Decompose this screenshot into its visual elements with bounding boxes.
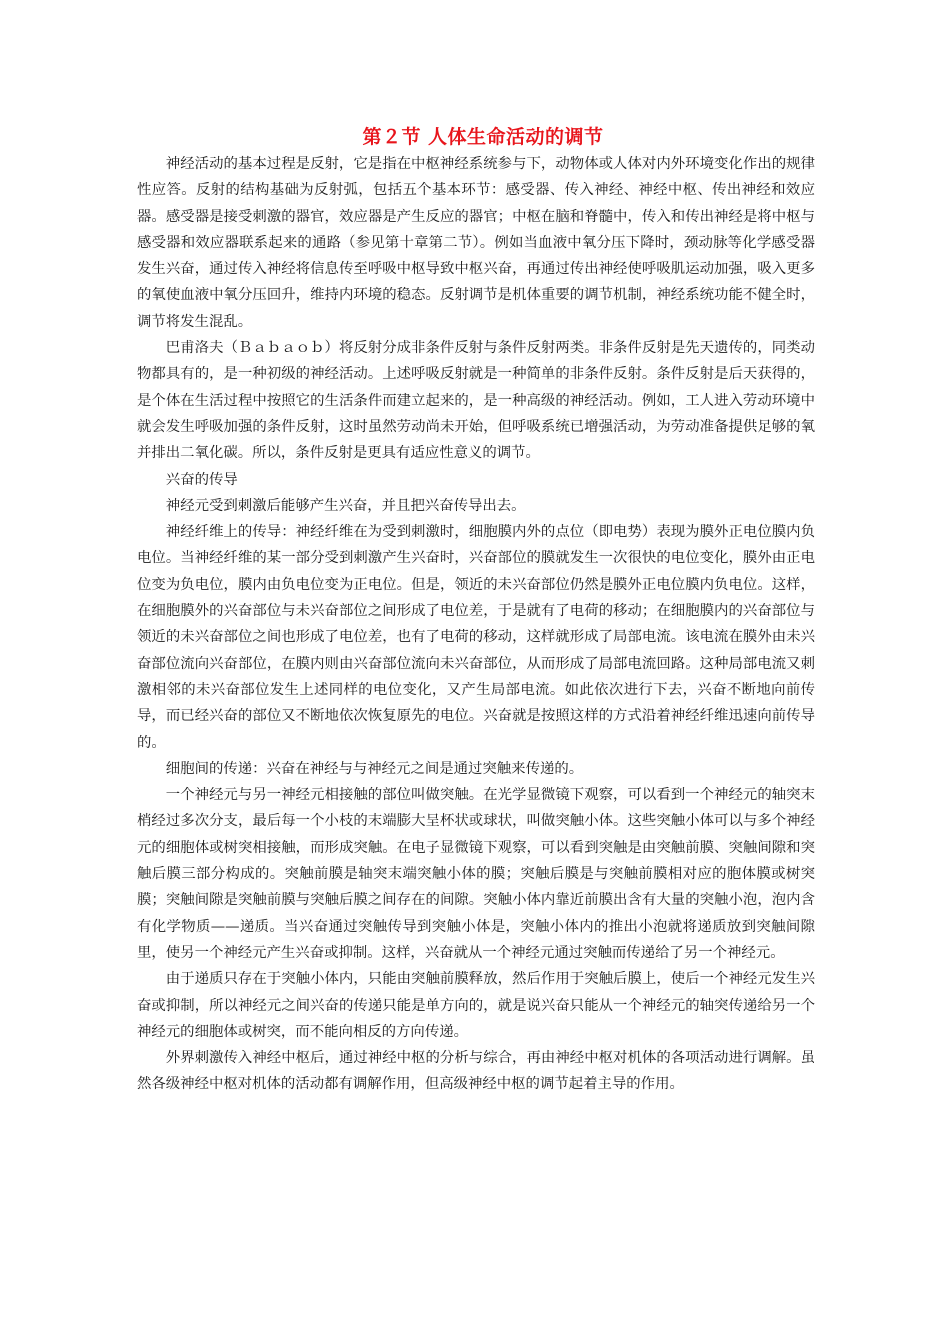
section-heading-excitation-conduction: 兴奋的传导 [165, 471, 238, 488]
document-body [137, 123, 815, 1098]
paragraph-conditioned-reflex: 巴甫洛夫（Ｂａｂａｏｂ）将反射分成非条件反射与条件反射两类。非条件反射是先天遗传的，同类动物都具有的，是一种初级的神经活动。上述呼吸反射就是一种简单的非条件反射。条件反射是后天获得的，是个体在生活过程中按照它的生活条件而建立起来的，是一种高级的神经活动。例如，工人进入劳动环境中就会发生呼吸加强的条件反射，这时虽然劳动尚未开始，但呼吸系统已增强活动，为劳动准备提供足够的氧并排出二氧化碳。所以，条件反射是更具有适应性意义的调节。 [137, 340, 815, 462]
paragraph-nerve-fiber-conduction: 神经纤维上的传导：神经纤维在为受到刺激时，细胞膜内外的点位（即电势）表现为膜外正电位膜内负电位。当神经纤维的某一部分受到刺激产生兴奋时，兴奋部位的膜就发生一次很快的电位变化，膜外由正电位变为负电位，膜内由负电位变为正电位。但是，领近的未兴奋部位仍然是膜外正电位膜内负电位。这样，在细胞膜外的兴奋部位与未兴奋部位之间形成了电位差，于是就有了电荷的移动；在细胞膜内的兴奋部位与领近的未兴奋部位之间也形成了电位差，也有了电荷的移动，这样就形成了局部电流。该电流在膜外由未兴奋部位流向兴奋部位，在膜内则由兴奋部位流向未兴奋部位，从而形成了局部电流回路。这种局部电流又刺激相邻的未兴奋部位发生上述同样的电位变化，又产生局部电流。如此依次进行下去，兴奋不断地向前传导，而已经兴奋的部位又不断地依次恢复原先的电位。兴奋就是按照这样的方式沿着神经纤维迅速向前传导的。 [137, 524, 815, 751]
paragraph-one-way-transmission: 由于递质只存在于突触小体内，只能由突触前膜释放，然后作用于突触后膜上，使后一个神经元发生兴奋或抑制，所以神经元之间兴奋的传递只能是单方向的，就是说兴奋只能从一个神经元的轴突传递给另一个神经元的细胞体或树突，而不能向相反的方向传递。 [137, 971, 815, 1040]
paragraph-reflex-basics: 神经活动的基本过程是反射，它是指在中枢神经系统参与下，动物体或人体对内外环境变化作出的规律性应答。反射的结构基础为反射弧，包括五个基本环节：感受器、传入神经、神经中枢、传出神经和效应器。感受器是接受刺激的器官，效应器是产生反应的器官；中枢在脑和脊髓中，传入和传出神经是将中枢与感受器和效应器联系起来的通路（参见第十章第二节）。例如当血液中氧分压下降时，颈动脉等化学感受器发生兴奋，通过传入神经将信息传至呼吸中枢导致中枢兴奋，再通过传出神经使呼吸肌运动加强，吸入更多的氧使血液中氧分压回升，维持内环境的稳态。反射调节是机体重要的调节机制，神经系统功能不健全时，调节将发生混乱。 [137, 156, 815, 330]
paragraph-neuron-excitation: 神经元受到刺激后能够产生兴奋，并且把兴奋传导出去。 [165, 497, 526, 514]
paragraph-intercellular-transmission: 细胞间的传递：兴奋在神经与与神经元之间是通过突触来传递的。 [165, 760, 584, 777]
paragraph-synapse-structure: 一个神经元与另一神经元相接触的部位叫做突触。在光学显微镜下观察，可以看到一个神经元的轴突末梢经过多次分支，最后每一个小枝的末端膨大呈杯状或球状，叫做突触小体。这些突触小体可以与多个神经元的细胞体或树突相接触，而形成突触。在电子显微镜下观察，可以看到突触是由突触前膜、突触间隙和突触后膜三部分构成的。突触前膜是轴突末端突触小体的膜；突触后膜是与突触前膜相对应的胞体膜或树突膜；突触间隙是突触前膜与突触后膜之间存在的间隙。突触小体内靠近前膜出含有大量的突触小泡，泡内含有化学物质——递质。当兴奋通过突触传导到突触小体是，突触小体内的推出小泡就将递质放到突触间隙里，使另一个神经元产生兴奋或抑制。这样，兴奋就从一个神经元通过突触而传递给了另一个神经元。 [137, 787, 815, 961]
page-title: 第２节 人体生命活动的调节 [362, 126, 604, 148]
paragraph-central-regulation: 外界刺激传入神经中枢后，通过神经中枢的分析与综合，再由神经中枢对机体的各项活动进行调解。虽然各级神经中枢对机体的活动都有调解作用，但高级神经中枢的调节起着主导的作用。 [137, 1050, 815, 1093]
